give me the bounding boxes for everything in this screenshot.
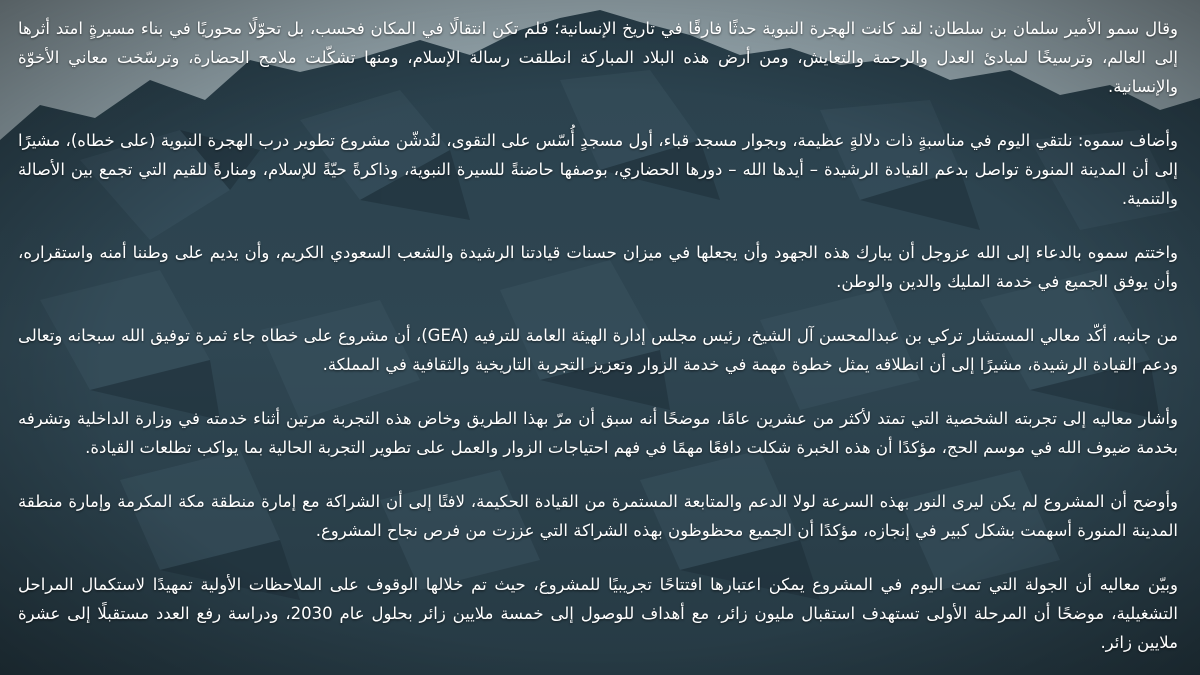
- paragraph-7: وبيّن معاليه أن الجولة التي تمت اليوم في المشروع يمكن اعتبارها افتتاحًا تجريبيًا للمشروع، حيث تم خلالها الوقوف على الملاحظات الأولية تمهيدًا لاستكمال المراحل التشغيلية، موضحًا أن المرحلة الأولى تستهدف استقبال مليون زائر، مع أهداف للوصول إلى خمسة ملايين زائر بحلول عام 2030، ودراسة رفع العدد مستقبلًا إلى عشرة ملايين زائر.: [18, 575, 1178, 652]
- paragraph-2: وأضاف سموه: نلتقي اليوم في مناسبةٍ ذات دلالةٍ عظيمة، وبجوار مسجد قباء، أول مسجدٍ أُسّس على التقوى، لنُدشّن مشروع تطوير درب الهجرة النبوية (على خطاه)، مشيرًا إلى أن المدينة المنورة تواصل بدعم القيادة الرشيدة – أيدها الله – دورها الحضاري، بوصفها حاضنةً للسيرة النبوية، وذاكرةً حيّةً للإسلام، ومنارةً للقيم التي تجمع بين الأصالة والتنمية.: [18, 131, 1178, 208]
- paragraph-4: من جانبه، أكّد معالي المستشار تركي بن عبدالمحسن آل الشيخ، رئيس مجلس إدارة الهيئة العامة للترفيه (GEA)، أن مشروع على خطاه جاء ثمرة توفيق الله سبحانه وتعالى ودعم القيادة الرشيدة، مشيرًا إلى أن انطلاقه يمثل خطوة مهمة في خدمة الزوار وتعزيز التجربة التاريخية والثقافية في المملكة.: [18, 326, 1178, 374]
- paragraph-5: وأشار معاليه إلى تجربته الشخصية التي تمتد لأكثر من عشرين عامًا، موضحًا أنه سبق أن مرّ بهذا الطريق وخاض هذه التجربة مرتين أثناء خدمته في وزارة الداخلية وتشرفه بخدمة ضيوف الله في موسم الحج، مؤكدًا أن هذه الخبرة شكلت دافعًا مهمًا في فهم احتياجات الزوار والعمل على تطوير التجربة الحالية بما يواكب تطلعات القيادة.: [18, 409, 1178, 457]
- paragraph-1: وقال سمو الأمير سلمان بن سلطان: لقد كانت الهجرة النبوية حدثًا فارقًا في تاريخ الإنسانية؛ فلم تكن انتقالًا في المكان فحسب، بل تحوّلًا محوريًا في بناء مسيرةٍ امتد أثرها إلى العالم، وترسيخًا لمبادئ العدل والرحمة والتعايش، ومن أرض هذه البلاد المباركة انطلقت رسالة الإسلام، ومنها تشكّلت ملامح الحضارة، وترسّخت معاني الأخوّة والإنسانية.: [18, 19, 1178, 96]
- paragraph-6: وأوضح أن المشروع لم يكن ليرى النور بهذه السرعة لولا الدعم والمتابعة المستمرة من القيادة الحكيمة، لافتًا إلى أن الشراكة مع إمارة منطقة مكة المكرمة وإمارة منطقة المدينة المنورة أسهمت بشكل كبير في إنجازه، مؤكدًا أن الجميع محظوظون بهذه الشراكة التي عززت من فرص نجاح المشروع.: [18, 492, 1178, 540]
- paragraph-3: واختتم سموه بالدعاء إلى الله عزوجل أن يبارك هذه الجهود وأن يجعلها في ميزان حسنات قيادتنا الرشيدة والشعب السعودي الكريم، وأن يديم على وطننا أمنه واستقراره، وأن يوفق الجميع في خدمة المليك والدين والوطن.: [18, 243, 1178, 291]
